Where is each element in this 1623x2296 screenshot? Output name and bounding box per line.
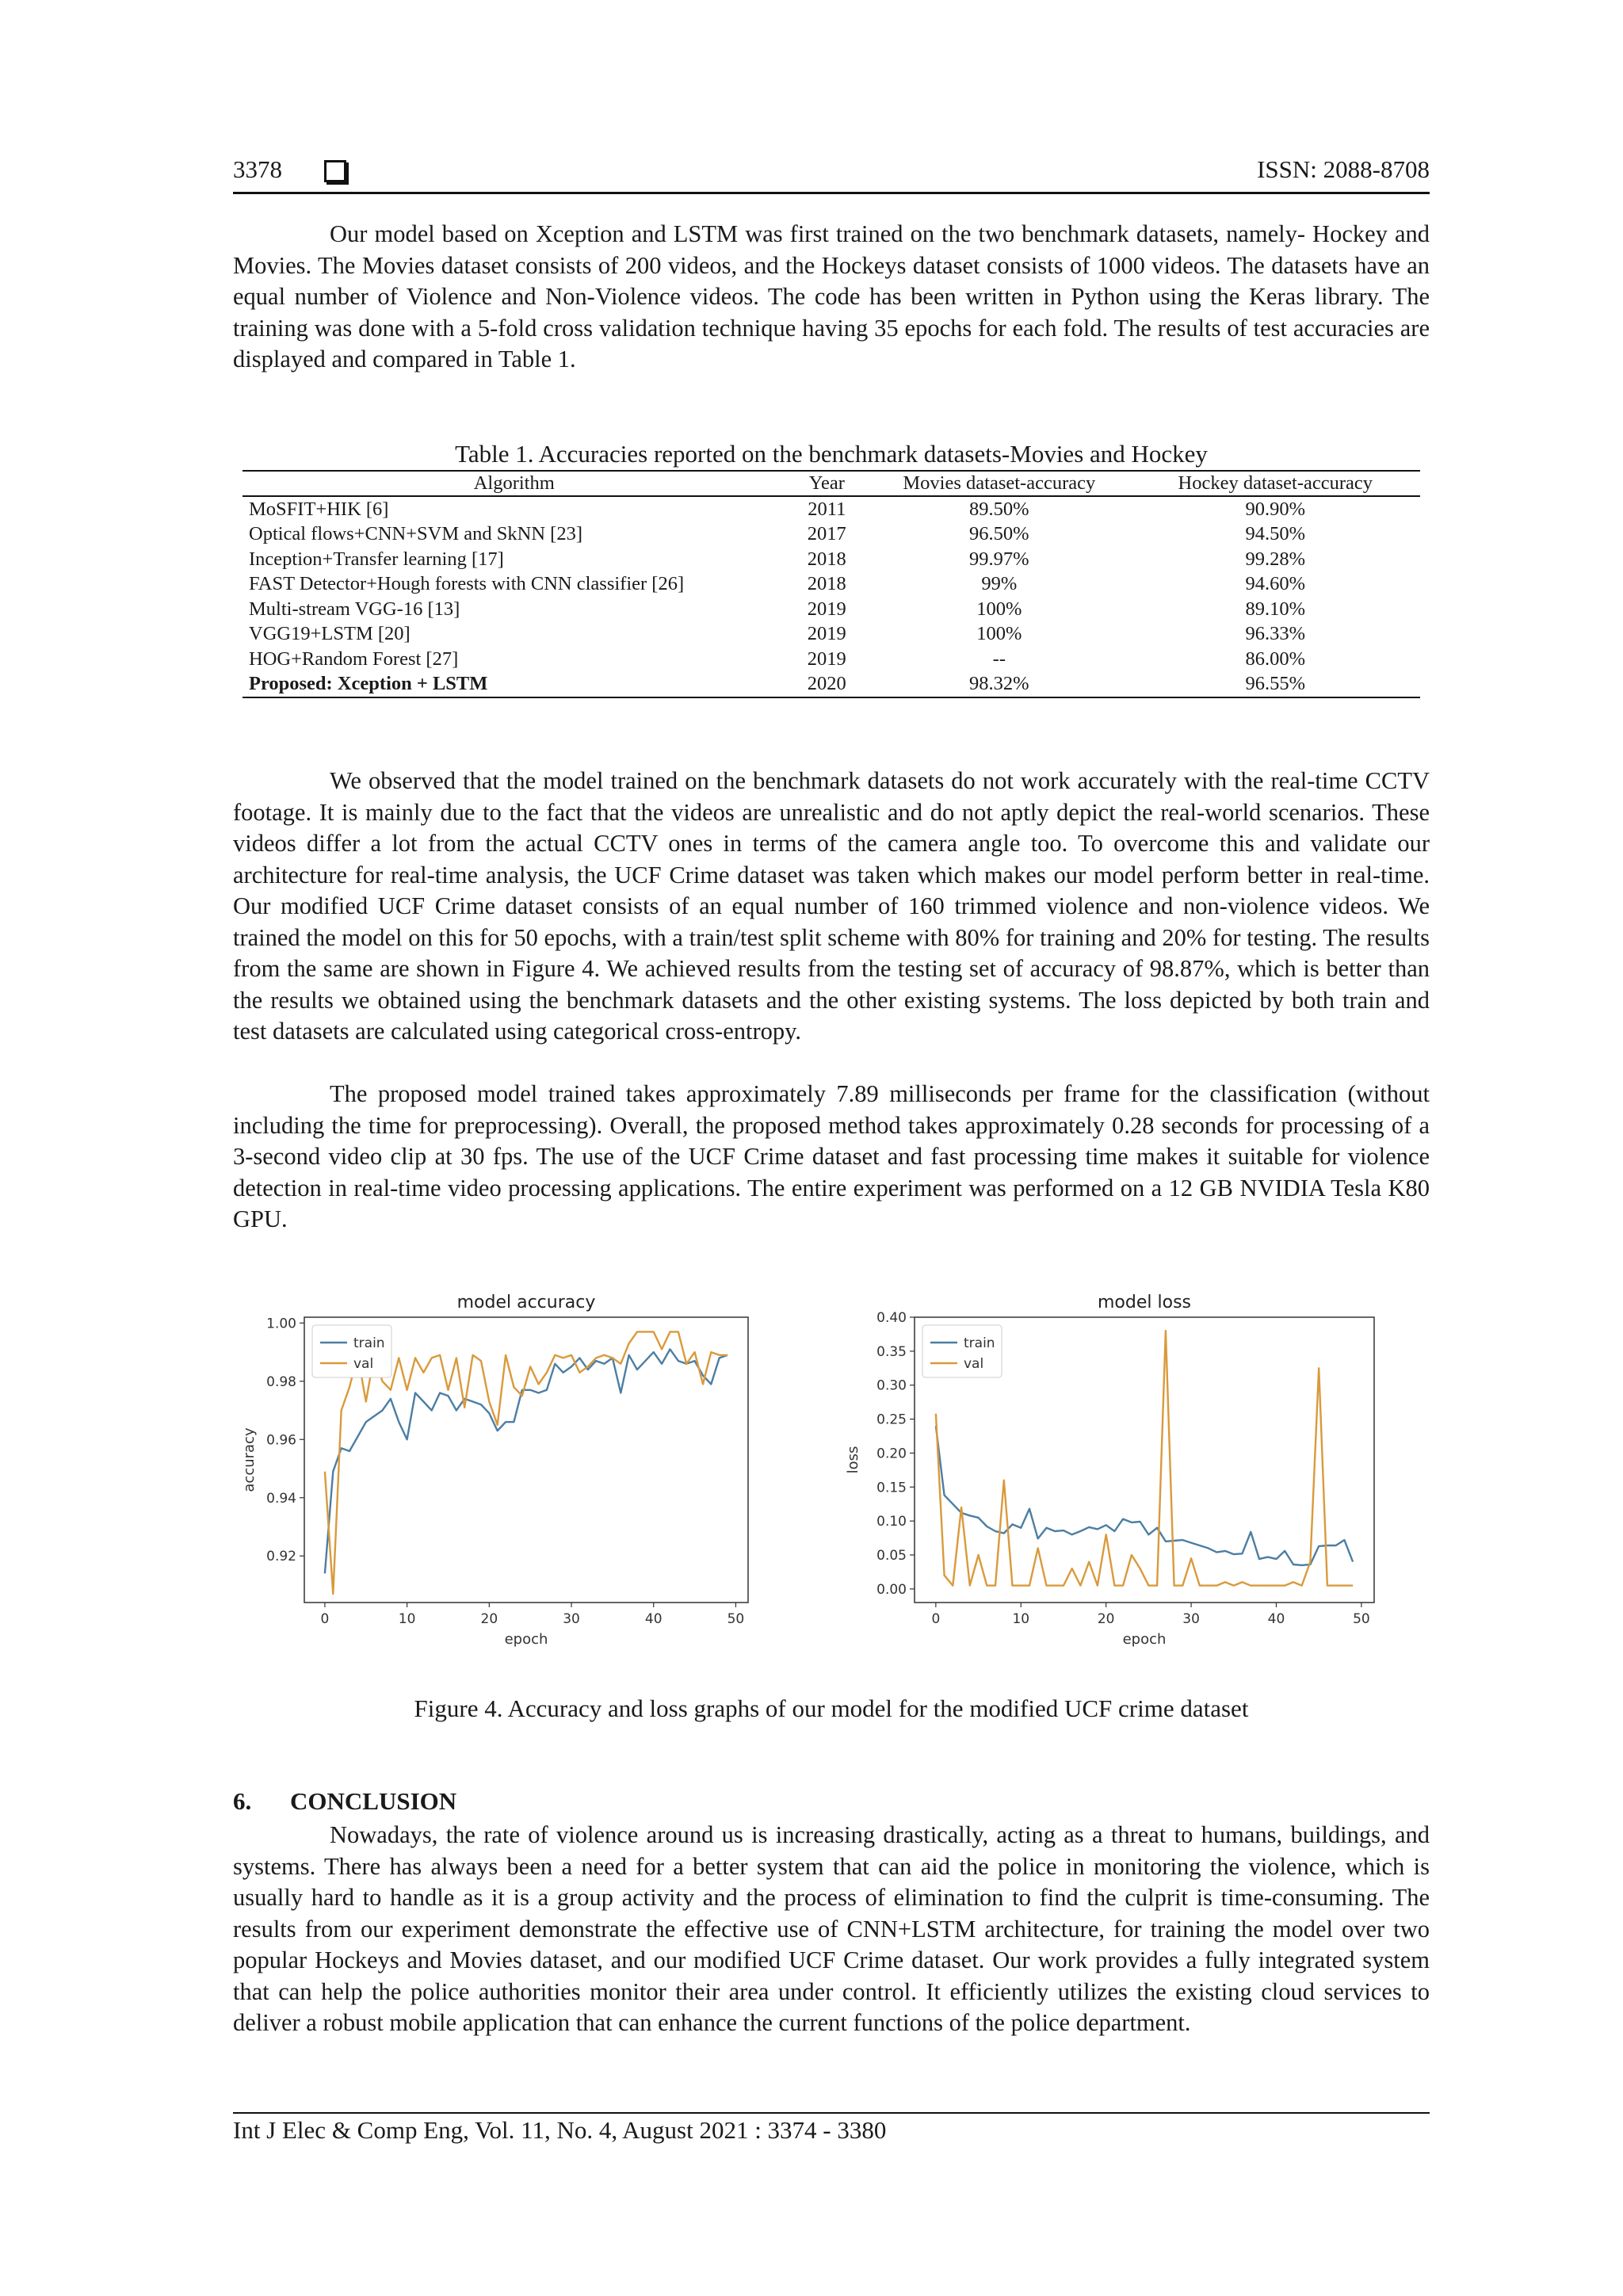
x-tick-label: 0: [320, 1611, 330, 1627]
issn: ISSN: 2088-8708: [1257, 155, 1430, 183]
paragraph-2: We observed that the model trained on the benchmark datasets do not work accurately with the real-time CCTV footage. It is mainly due to the fact that the videos are unrealistic and do not aptly depict the real-world scenarios. These videos differ a lot from the actual CCTV ones in terms of the camera angle too. To overcome this and validate our architecture for real-time analysis, the UCF Crime dataset was taken which makes our model perform better in real-time. Our modified UCF Crime dataset consists of an equal number of 160 trimmed violence and non-violence videos. We trained the model on this for 50 epochs, with a train/test split scheme with 80% for training and 20% for testing. The results from the same are shown in Figure 4. We achieved results from the testing set of accuracy of 98.87%, which is better than the results we obtained using the benchmark datasets and the other existing systems. The loss depicted by both train and test datasets are calculated using categorical cross-entropy.: [233, 767, 1430, 1045]
accuracy-chart: [238, 1286, 777, 1658]
y-tick-label: 0.94: [266, 1490, 296, 1507]
cell-hockey: 86.00%: [1245, 648, 1306, 670]
table-row: [242, 522, 1420, 548]
y-tick-label: 0.98: [266, 1373, 296, 1390]
page-header: [233, 155, 1430, 192]
cell-algorithm: VGG19+LSTM [20]: [249, 623, 411, 645]
table-caption: Table 1. Accuracies reported on the benchmark datasets-Movies and Hockey: [455, 440, 1208, 468]
cell-year: 2011: [808, 498, 846, 520]
x-tick-label: 10: [1012, 1611, 1030, 1627]
x-tick-label: 50: [727, 1611, 745, 1627]
cell-movies: 98.32%: [868, 672, 1131, 698]
y-tick-label: 0.10: [876, 1514, 907, 1530]
cell-hockey: 96.33%: [1245, 623, 1306, 645]
col-header-year: Year: [786, 471, 869, 496]
paragraph-3: The proposed model trained takes approximately 7.89 milliseconds per frame for the classification (without including the time for preprocessing). Overall, the proposed method takes approximately 0.28 seconds for processing of a 3-second video clip at 30 fps. The use of the UCF Crime dataset and fast processing time makes it suitable for violence detection in real-time video processing applications. The entire experiment was performed on a 12 GB NVIDIA Tesla K80 GPU.: [233, 1080, 1430, 1232]
loss-chart: [840, 1286, 1395, 1658]
x-tick-label: 40: [1267, 1611, 1285, 1627]
x-axis-label: epoch: [1122, 1631, 1167, 1648]
y-tick-label: 0.05: [876, 1548, 907, 1564]
cell-movies: 89.50%: [969, 498, 1029, 520]
cell-hockey: 99.28%: [1245, 548, 1306, 570]
y-tick-label: 0.15: [876, 1480, 907, 1496]
x-axis-label: epoch: [504, 1631, 548, 1648]
x-tick-label: 10: [398, 1611, 416, 1627]
y-axis-label: loss: [845, 1446, 861, 1474]
footer-rule: [233, 2112, 1430, 2114]
page-number: 3378: [233, 155, 282, 183]
legend-box: [312, 1325, 391, 1377]
x-tick-label: 50: [1353, 1611, 1370, 1627]
legend-box: [922, 1325, 1002, 1377]
header-rule: [233, 192, 1430, 194]
table-row: [242, 547, 1420, 572]
legend-label-val: val: [964, 1356, 984, 1372]
section-title: CONCLUSION: [290, 1787, 457, 1815]
cell-movies: --: [992, 648, 1006, 670]
cell-algorithm: Multi-stream VGG-16 [13]: [249, 598, 460, 620]
y-tick-label: 0.35: [876, 1343, 907, 1360]
cell-year: 2019: [807, 598, 846, 620]
table-row: [242, 496, 1420, 522]
x-tick-label: 0: [931, 1611, 941, 1627]
x-tick-label: 30: [1182, 1611, 1200, 1627]
table-row: [242, 597, 1420, 622]
figure-caption: Figure 4. Accuracy and loss graphs of our model for the modified UCF crime dataset: [414, 1694, 1249, 1722]
cell-hockey: 94.50%: [1245, 523, 1306, 545]
cell-movies: 99.97%: [969, 548, 1029, 570]
cell-algorithm: Inception+Transfer learning [17]: [249, 548, 504, 570]
table-row: [242, 572, 1420, 598]
cell-algorithm: FAST Detector+Hough forests with CNN classifier [26]: [249, 573, 685, 595]
cell-hockey: 89.10%: [1245, 598, 1306, 620]
col-header-hockey: Hockey dataset-accuracy: [1131, 471, 1420, 496]
accuracy-chart-svg: [238, 1286, 777, 1658]
paragraph-4: Nowadays, the rate of violence around us is increasing drastically, acting as a threat to humans, buildings, and systems. There has always been a need for a better system that can aid the police in monitoring the violence, which is usually hard to handle as it is a group activity and the process of elimination to find the culprit is time-consuming. The results from our experiment demonstrate the effective use of CNN+LSTM architecture, for training the model over two popular Hockeys and Movies dataset, and our modified UCF Crime dataset. Our work provides a fully integrated system that can help the police authorities monitor their area under control. It efficiently utilizes the existing cloud services to deliver a robust mobile application that can enhance the current functions of the police department.: [233, 1821, 1430, 2036]
cell-year: 2018: [807, 573, 846, 595]
chart-title: model loss: [1098, 1293, 1191, 1312]
table-row-proposed: [242, 672, 1420, 698]
cell-year: 2019: [807, 648, 846, 670]
benchmark-table: [242, 470, 1420, 698]
y-tick-label: 0.40: [876, 1310, 907, 1326]
cell-movies: 100%: [976, 623, 1022, 645]
table-header-row: [242, 471, 1420, 496]
square-bullet-icon: [324, 160, 346, 182]
col-header-algorithm: Algorithm: [242, 471, 786, 496]
x-tick-label: 20: [480, 1611, 498, 1627]
page-footer: Int J Elec & Comp Eng, Vol. 11, No. 4, August 2021 : 3374 - 3380: [233, 2116, 887, 2144]
cell-algorithm: Optical flows+CNN+SVM and SkNN [23]: [249, 523, 582, 545]
cell-movies: 96.50%: [969, 523, 1029, 545]
cell-algorithm: HOG+Random Forest [27]: [249, 648, 459, 670]
table-row: [242, 647, 1420, 672]
legend-label-val: val: [353, 1356, 374, 1372]
legend-label-train: train: [353, 1335, 385, 1351]
y-tick-label: 0.20: [876, 1446, 907, 1462]
paragraph-1: Our model based on Xception and LSTM was first trained on the two benchmark datasets, namely- Hockey and Movies. The Movies dataset consists of 200 videos, and the Hockeys dataset consists of 1000 videos. The datasets have an equal number of Violence and Non-Violence videos. The code has been written in Python using the Keras library. The training was done with a 5-fold cross validation technique having 35 epochs for each fold. The results of test accuracies are displayed and compared in Table 1.: [233, 220, 1430, 372]
col-header-movies: Movies dataset-accuracy: [868, 471, 1131, 496]
cell-year: 2019: [807, 623, 846, 645]
x-tick-label: 40: [644, 1611, 663, 1627]
y-tick-label: 0.25: [876, 1412, 907, 1428]
y-tick-label: 0.96: [266, 1432, 296, 1449]
cell-algorithm: Proposed: Xception + LSTM: [242, 672, 786, 698]
y-axis-label: accuracy: [241, 1427, 258, 1492]
cell-hockey: 96.55%: [1131, 672, 1420, 698]
y-tick-label: 0.00: [876, 1581, 907, 1598]
section-number: 6.: [233, 1787, 252, 1815]
cell-hockey: 90.90%: [1245, 498, 1306, 520]
cell-year: 2017: [807, 523, 846, 545]
table-row: [242, 622, 1420, 648]
x-tick-label: 20: [1097, 1611, 1115, 1627]
cell-movies: 100%: [976, 598, 1022, 620]
y-tick-label: 0.92: [266, 1549, 296, 1565]
loss-chart-svg: [840, 1286, 1395, 1658]
cell-movies: 99%: [981, 573, 1018, 595]
y-tick-label: 0.30: [876, 1377, 907, 1394]
cell-algorithm: MoSFIT+HIK [6]: [249, 498, 389, 520]
y-tick-label: 1.00: [266, 1316, 296, 1332]
chart-title: model accuracy: [456, 1293, 596, 1312]
section-heading: [233, 1787, 456, 1816]
legend-label-train: train: [964, 1335, 995, 1351]
cell-year: 2018: [807, 548, 846, 570]
x-tick-label: 30: [563, 1611, 580, 1627]
cell-year: 2020: [786, 672, 869, 698]
cell-hockey: 94.60%: [1245, 573, 1306, 595]
